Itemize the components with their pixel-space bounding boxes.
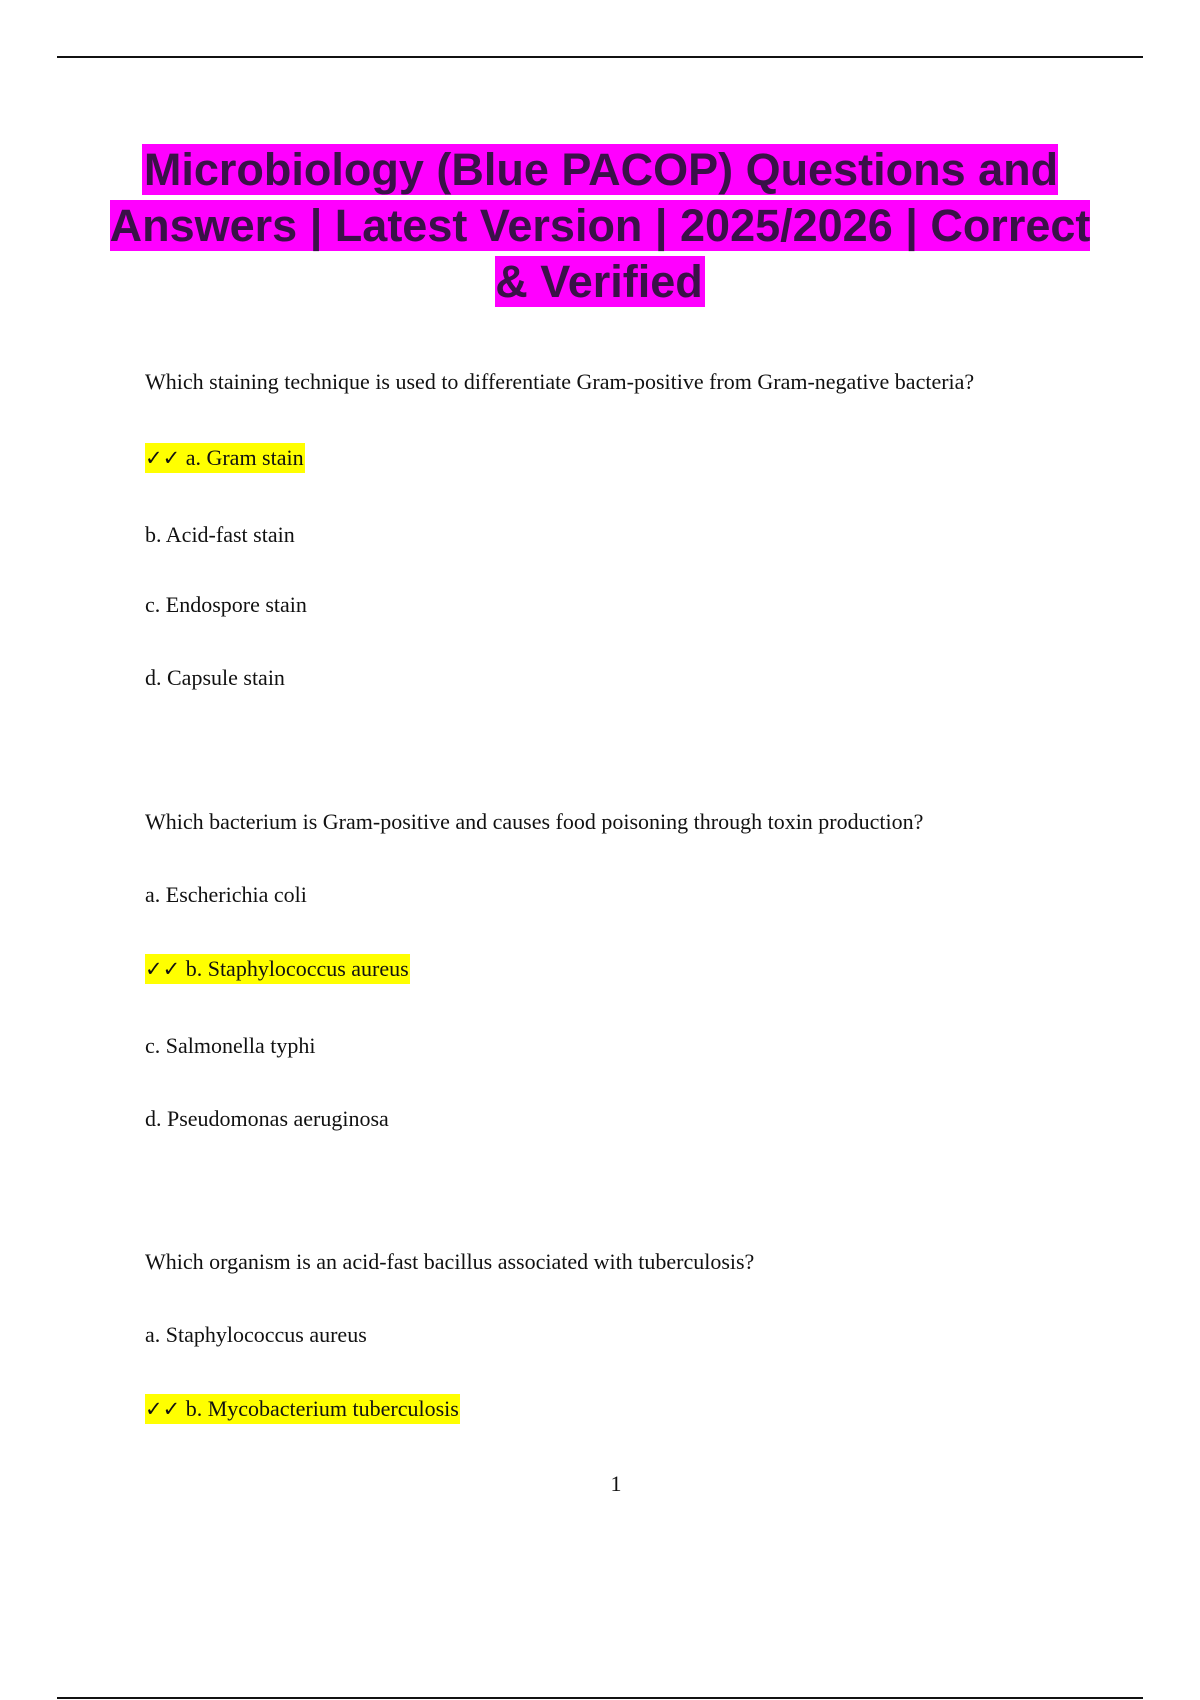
question-2-option-b: [145, 954, 410, 984]
question-1-option-a: [145, 443, 305, 473]
page-number: 1: [610, 1471, 622, 1496]
question-2-option-a: a. Escherichia coli: [145, 882, 307, 907]
question-3-text: Which organism is an acid-fast bacillus associated with tuberculosis?: [145, 1249, 755, 1274]
document-title-text: Microbiology (Blue PACOP) Questions and Answers | Latest Version | 2025/2026 | Correct & Verified: [109, 144, 1091, 307]
header-rule: [57, 56, 1143, 58]
question-1-option-c: c. Endospore stain: [145, 592, 307, 617]
correct-answer-highlight: [145, 443, 305, 473]
check-mark-icon: ✓✓: [145, 957, 181, 981]
correct-answer-highlight: [145, 1394, 460, 1424]
correct-answer-highlight: [145, 954, 410, 984]
document-title: [100, 142, 1100, 310]
option-label: a. Gram stain: [185, 445, 304, 470]
question-2-option-c: c. Salmonella typhi: [145, 1033, 316, 1058]
question-1-option-d: d. Capsule stain: [145, 665, 285, 690]
check-mark-icon: ✓✓: [145, 1397, 181, 1421]
check-mark-icon: ✓✓: [145, 446, 181, 470]
question-3-option-a: a. Staphylococcus aureus: [145, 1322, 367, 1347]
option-label: b. Mycobacterium tuberculosis: [185, 1396, 459, 1421]
question-2-option-d: d. Pseudomonas aeruginosa: [145, 1106, 389, 1131]
question-3-option-b: [145, 1394, 460, 1424]
question-1-text: Which staining technique is used to differentiate Gram-positive from Gram-negative bacteria?: [145, 369, 975, 394]
question-1-option-b: b. Acid-fast stain: [145, 522, 295, 547]
option-label: b. Staphylococcus aureus: [185, 956, 409, 981]
question-2-text: Which bacterium is Gram-positive and causes food poisoning through toxin production?: [145, 809, 924, 834]
footer-rule: [57, 1697, 1143, 1699]
